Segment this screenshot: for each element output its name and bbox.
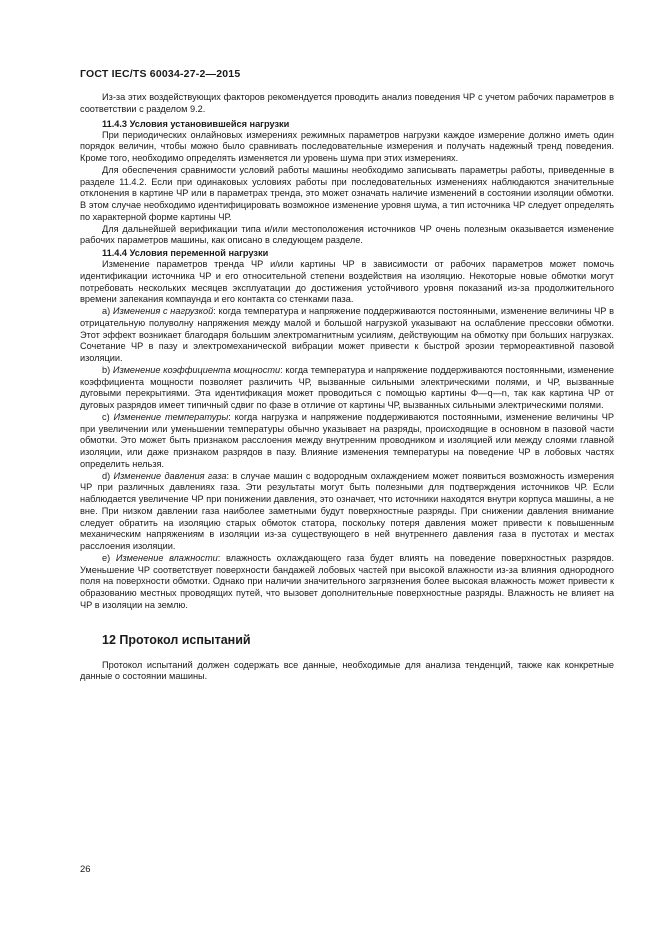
section-12-heading: 12 Протокол испытаний: [102, 632, 251, 647]
list-marker: a): [102, 306, 111, 316]
section-11-4-3-heading: 11.4.3 Условия установившейся нагрузки: [102, 118, 290, 129]
list-term: Изменение давления газа: [113, 470, 227, 481]
list-item-e: [80, 553, 614, 612]
list-item-c: [80, 412, 614, 471]
list-text: : когда нагрузка и напряжение поддерживаются постоянными, изменение величины ЧР при увеличении или уменьшении температуры обычно указывает на разряды, происходящие в основном в пазовой части обмотки. Это может быть признаком расслоения между внутренним проводником и изоляцией или между слоями главной изоляции, или даже признаком разрядов в пазу. Влияние изменения температуры на поведение ЧР в лобовых частях определить нельзя.: [80, 411, 614, 469]
list-marker: b): [102, 364, 111, 375]
list-marker: d): [102, 470, 111, 481]
list-marker: e): [102, 552, 111, 563]
s12-paragraph-1: Протокол испытаний должен содержать все данные, необходимые для анализа тенденций, также как конкретные данные о состоянии машины.: [80, 659, 614, 682]
list-term: Изменение коэффициента мощности: [112, 364, 281, 375]
list-text: : когда температура и напряжение поддерживаются постоянными, изменение величины ЧР в отрицательную полуволну напряжения между малой и большой нагрузкой указывают на ослабление прессовки обмотки. Этот эффект возникает благодаря большим электромагнитным усилиям, действующим на обмотку при больших нагрузках. Сочетание ЧР в пазу и электромеханической вибрации может привести к быстрой эрозии термореактивной пазовой изоляции.: [80, 306, 615, 363]
list-term: Изменение влажности: [115, 552, 218, 563]
document-body: [80, 92, 614, 683]
list-marker: c): [102, 411, 110, 422]
s1143-paragraph-3: Для дальнейшей верификации типа и/или местоположения источников ЧР очень полезным оказывается изменение рабочих параметров машины, как описано в следующем разделе.: [80, 223, 614, 246]
list-item-b: [80, 365, 614, 412]
page-number: 26: [80, 864, 91, 875]
list-item-d: [80, 471, 614, 553]
section-11-4-4-heading: 11.4.4 Условия переменной нагрузки: [102, 248, 269, 258]
section-gap: [80, 612, 614, 632]
s1143-paragraph-2: Для обеспечения сравнимости условий работы машины необходимо записывать параметры работы, приведенные в разделе 11.4.2. Если при одинаковых условиях работы при последовательных изменениях наблюдаются значительные отклонения в картине ЧР или в параметрах тренда, это может означать наличие изменений в состоянии изоляции обмотки. В этом случае необходимо идентифицировать возможное изменение уровня шума, а тип источника ЧР следует определять по характерной форме картины ЧР.: [80, 164, 614, 222]
list-text: : когда температура и напряжение поддерживаются постоянными, изменение коэффициента мощности позволяет различить ЧР, вызванные сильными электрическими полями, и ЧР, вызванные дуговыми перекрытиями. Эта идентификация может проводиться с помощью картины Φ—q—n, так как картина ЧР от дуговых разрядов имеет типичный сдвиг по фазе в отличие от картины ЧР, вызванных сильными электрическими полями.: [80, 364, 614, 410]
s1144-paragraph-1: Изменение параметров тренда ЧР и/или картины ЧР в зависимости от рабочих параметров может помочь идентификации источника ЧР и его относительной степени воздействия на изоляцию. Некоторые новые обмотки могут потребовать нескольких месяцев эксплуатации до достижения устойчивого уровня показаний из-за продолжительного времени запекания компаунда и его контакта со стенками паза.: [80, 259, 614, 305]
s1143-paragraph-1: При периодических онлайновых измерениях режимных параметров нагрузки каждое измерение должно иметь один порядок величин, чтобы можно было сравнивать последовательные измерения и получать надежный тренд поведения. Кроме того, необходимо определять изменяется ли уровень шума при этих измерениях.: [80, 129, 614, 163]
list-text: : влажность охлаждающего газа будет влиять на поведение поверхностных разрядов. Уменьшение ЧР соответствует поверхности бандажей лобовых частей при высокой влажности из-за влияния однородного поля на поверхности обмотки. Однако при наличии значительного загрязнения более высокая влажность может привести к образованию местных проводящих путей, что вызовет дополнительные поверхностные разряды. Влажность не влияет на ЧР в изоляции на землю.: [80, 552, 615, 610]
document-header: ГОСТ IEC/TS 60034-27-2—2015: [80, 68, 241, 80]
intro-paragraph: Из-за этих воздействующих факторов рекомендуется проводить анализ поведения ЧР с учетом рабочих параметров в соответствии с разделом 9.2.: [80, 92, 614, 114]
list-term: Изменение температуры: [113, 411, 229, 422]
list-term: Изменения с нагрузкой: [112, 306, 214, 316]
list-text: : в случае машин с водородным охлаждением может появиться возможность измерения ЧР при различных давлениях газа. Эти результаты могут быть полезными для подтверждения источников ЧР. Если наблюдается увеличение ЧР при понижении давления, это означает, что источники находятся внутри корпуса машины, а не вне. При низком давлении газа наиболее заметными будут поверхностные разряды. При снижении давления внимание следует обратить на изоляцию старых обмоток статора, поскольку потеря давления может привести к повышенным механическим напряжениям в изоляции из-за существующего в ней внутреннего давления газа в пустотах и местах расслоения изоляции.: [80, 470, 614, 551]
list-item-a: [80, 306, 614, 365]
